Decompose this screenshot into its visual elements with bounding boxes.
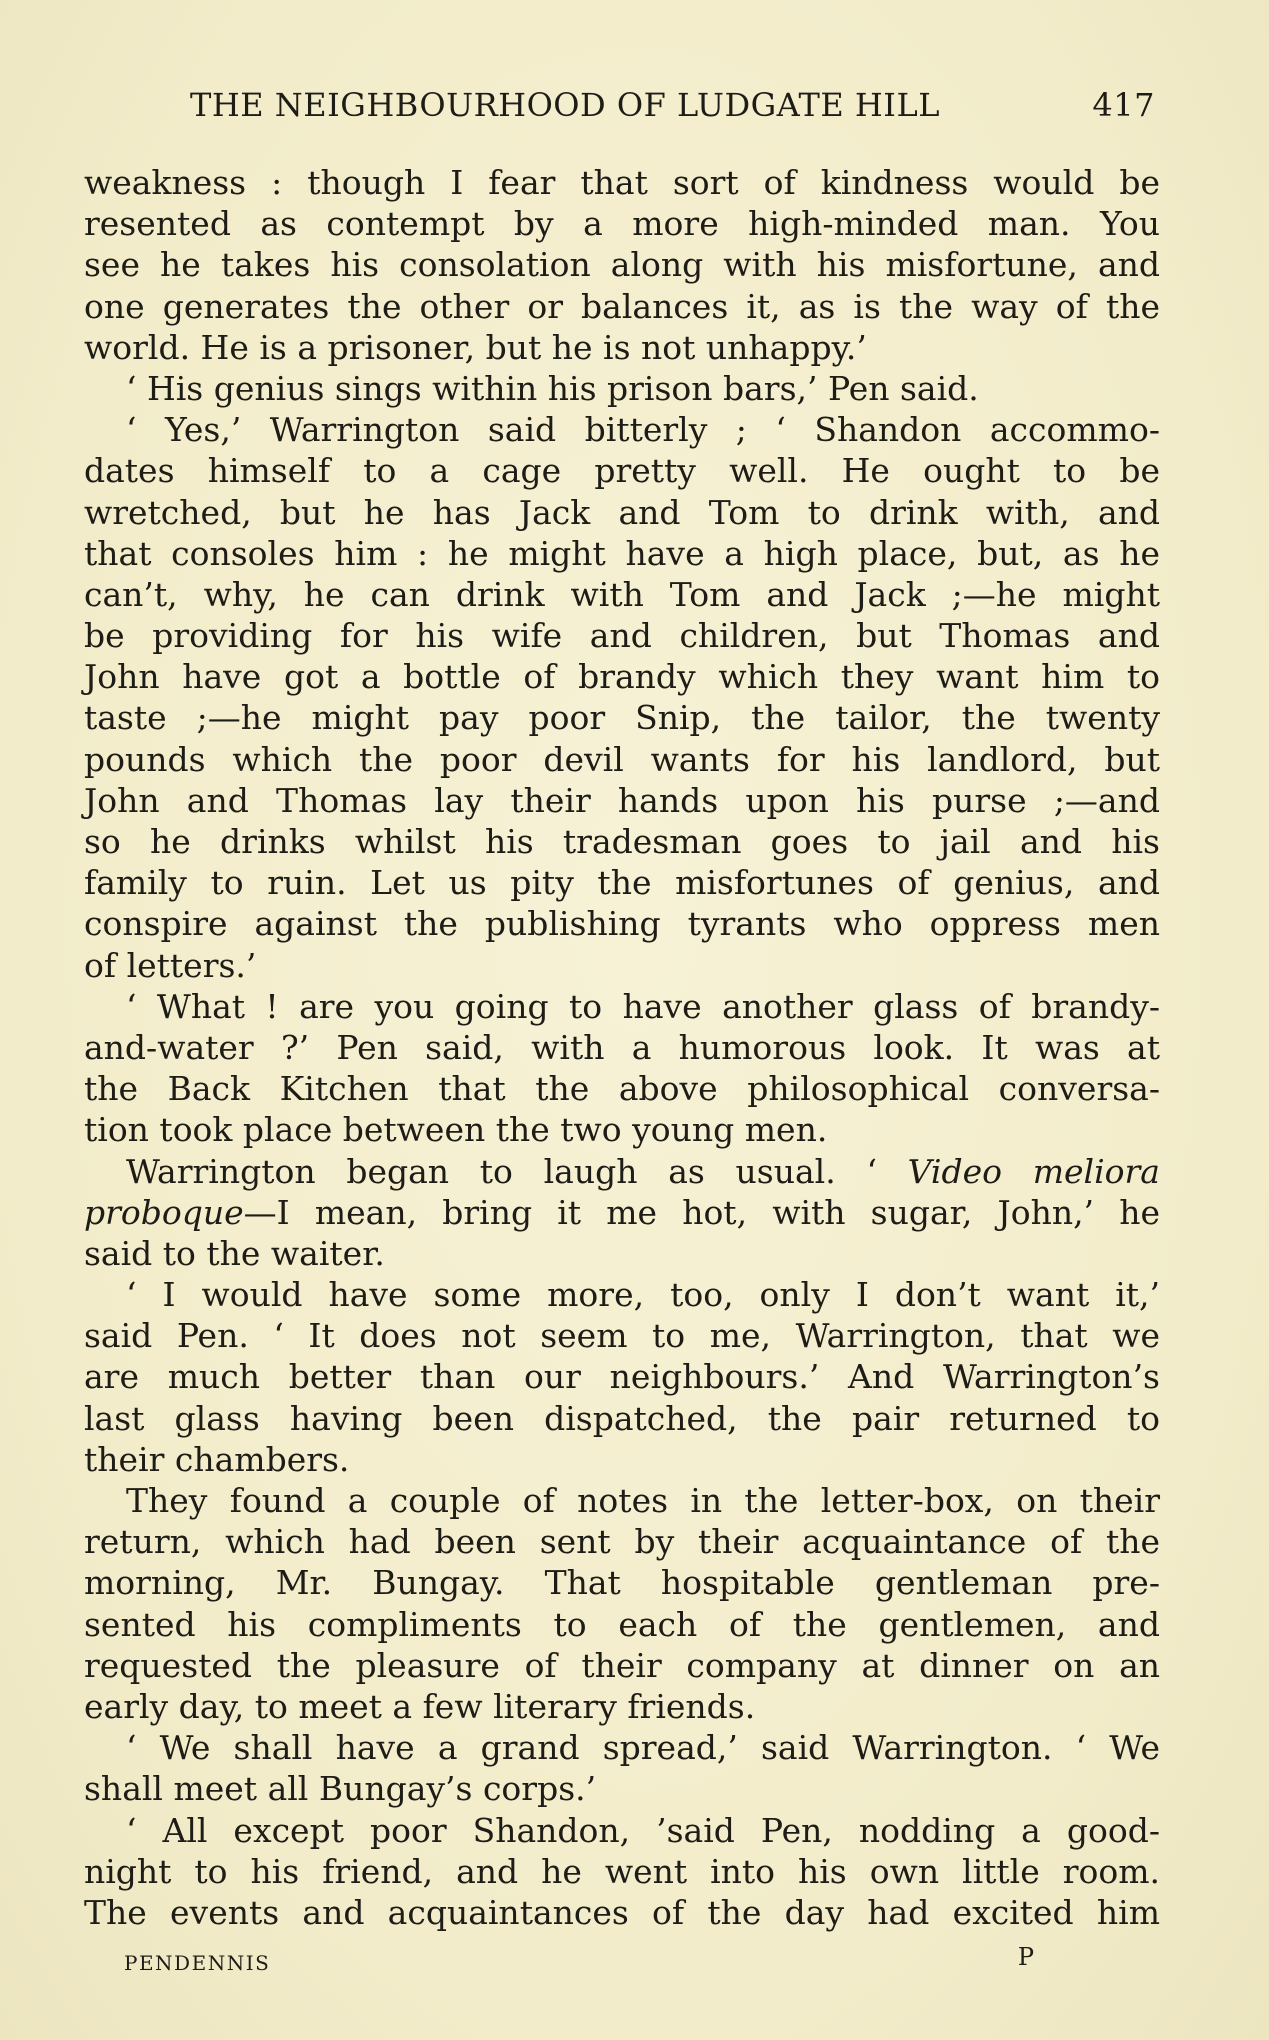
text-line: their chambers. <box>84 1439 350 1479</box>
text-line: John and Thomas lay their hands upon his purse ;—and <box>84 780 1160 820</box>
text-line: and-water ?’ Pen said, with a humorous look. It was at <box>84 1027 1160 1067</box>
text-line: can’t, why, he can drink with Tom and Jack ;—he might <box>84 574 1160 614</box>
text-line: wretched, but he has Jack and Tom to drink with, and <box>84 492 1160 532</box>
text-line: see he takes his consolation along with his misfortune, and <box>84 245 1160 285</box>
text-line: ‘ What ! are you going to have another glass of brandy- <box>126 986 1160 1026</box>
text-line: John have got a bottle of brandy which they want him to <box>84 657 1160 697</box>
text-line: taste ;—he might pay poor Snip, the tailor, the twenty <box>84 698 1160 738</box>
running-head <box>190 86 1155 130</box>
text-line <box>84 1192 1160 1233</box>
text-line: that consoles him : he might have a high place, but, as he <box>84 533 1160 573</box>
page-number: 417 <box>1092 86 1155 124</box>
text-line: They found a couple of notes in the letter-box, on their <box>126 1481 1160 1520</box>
page-footer <box>124 1943 1034 1981</box>
text-line: resented as contempt by a more high-minded man. You <box>84 204 1160 244</box>
text-line: ‘ We shall have a grand spread,’ said Warrington. ‘ We <box>126 1728 1160 1768</box>
text-line: night to his friend, and he went into his own little room. <box>84 1851 1160 1891</box>
text-segment: —I mean, bring it me hot, with sugar, John,’ he <box>243 1192 1160 1232</box>
italic-phrase: proboque <box>84 1192 244 1232</box>
text-line: be providing for his wife and children, but Thomas and <box>84 616 1160 656</box>
text-line: weakness : though I fear that sort of kindness would be <box>84 163 1160 202</box>
text-line: return, which had been sent by their acquaintance of the <box>84 1522 1160 1562</box>
text-line: ‘ Yes,’ Warrington said bitterly ; ‘ Shandon accommo- <box>126 410 1160 450</box>
italic-phrase: Video meliora <box>907 1151 1160 1191</box>
text-line: ‘ I would have some more, too, only I don’t want it,’ <box>126 1275 1160 1315</box>
text-line: are much better than our neighbours.’ And Warrington’s <box>84 1357 1160 1397</box>
text-line: tion took place between the two young men. <box>84 1110 828 1150</box>
text-line: conspire against the publishing tyrants who oppress men <box>84 904 1160 944</box>
text-segment: Warrington began to laugh as usual. ‘ <box>126 1151 908 1191</box>
text-line: The events and acquaintances of the day had excited him <box>84 1892 1160 1932</box>
text-line: ‘ His genius sings within his prison bars,’ Pen said. <box>126 368 979 408</box>
text-line <box>84 1151 1160 1192</box>
text-line: early day, to meet a few literary friends. <box>84 1686 756 1726</box>
text-line: requested the pleasure of their company at dinner on an <box>84 1645 1160 1685</box>
text-line: so he drinks whilst his tradesman goes to jail and his <box>84 822 1160 861</box>
text-line: ‘ All except poor Shandon, ’said Pen, nodding a good- <box>126 1810 1160 1850</box>
body-text <box>84 162 1160 1933</box>
text-line: said to the waiter. <box>84 1233 385 1273</box>
text-line: shall meet all Bungay’s corps.’ <box>84 1769 597 1809</box>
running-head-title: THE NEIGHBOURHOOD OF LUDGATE HILL <box>190 86 940 124</box>
footer-signature-mark: P <box>1017 1943 1034 1971</box>
text-line: pounds which the poor devil wants for his landlord, but <box>84 739 1160 779</box>
text-line: family to ruin. Let us pity the misfortunes of genius, and <box>84 863 1160 903</box>
text-line: dates himself to a cage pretty well. He ought to be <box>84 451 1160 491</box>
text-line: morning, Mr. Bungay. That hospitable gentleman pre- <box>84 1563 1160 1603</box>
text-line: the Back Kitchen that the above philosophical conversa- <box>84 1069 1160 1109</box>
text-line: last glass having been dispatched, the pair returned to <box>84 1398 1160 1438</box>
text-line: one generates the other or balances it, as is the way of the <box>84 286 1160 326</box>
text-line: said Pen. ‘ It does not seem to me, Warrington, that we <box>84 1316 1160 1356</box>
text-line: of letters.’ <box>84 945 257 985</box>
footer-signature-title: PENDENNIS <box>124 1951 271 1975</box>
text-line: sented his compliments to each of the gentlemen, and <box>84 1604 1160 1644</box>
text-line: world. He is a prisoner, but he is not unhappy.’ <box>84 327 867 367</box>
